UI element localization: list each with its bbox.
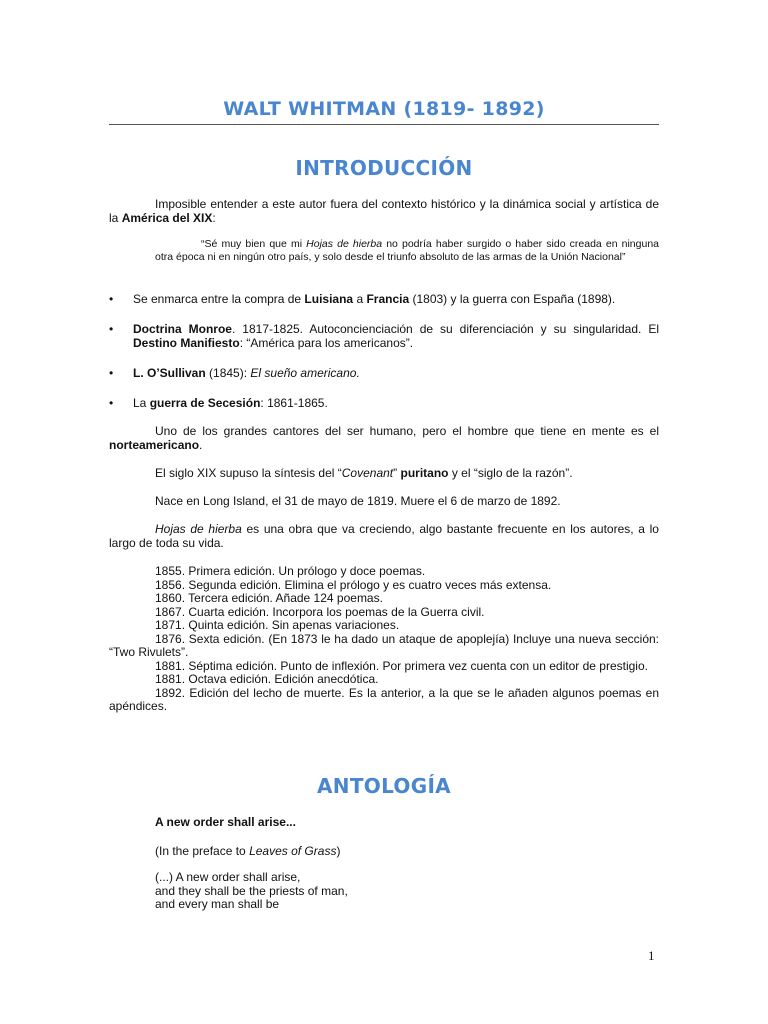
bullet-osullivan bbox=[109, 366, 659, 380]
poem-title bbox=[155, 815, 296, 829]
bullet-2-monroe: Doctrina Monroe bbox=[133, 322, 232, 336]
poem-lines bbox=[155, 871, 348, 912]
bullet-2-b: . 1817-1825. Autoconcienciación de su diferenciación y su singularidad. El bbox=[231, 322, 659, 336]
paragraph-nace: Nace en Long Island, el 31 de mayo de 1819. Muere el 6 de marzo de 1892. bbox=[155, 494, 561, 508]
edition-item: 1871. Quinta edición. Sin apenas variaciones. bbox=[155, 618, 400, 632]
bullet-3-b: (1845): bbox=[205, 366, 251, 380]
title-rule bbox=[109, 124, 659, 125]
bullet-luisiana bbox=[109, 292, 659, 306]
bullet-4-guerra: guerra de Secesión bbox=[149, 396, 261, 410]
poem-title-text: A new order shall arise... bbox=[155, 815, 296, 829]
edition-item: 1876. Sexta edición. (En 1873 le ha dado un ataque de apoplejía) Incluye una nueva sección: “Two Rivulets”. bbox=[109, 631, 659, 659]
edition-item: 1881. Séptima edición. Punto de inflexión. Por primera vez cuenta con un editor de prestigio. bbox=[155, 658, 648, 673]
bullet-text bbox=[133, 292, 659, 306]
bullet-monroe bbox=[109, 322, 659, 350]
bullet-3-sueno: El sueño americano. bbox=[250, 366, 360, 380]
edition-item: 1881. Octava edición. Edición anecdótica. bbox=[155, 672, 379, 686]
poem-line: and they shall be the priests of man, bbox=[155, 883, 348, 898]
anthology-heading: ANTOLOGÍA bbox=[317, 774, 451, 798]
intro-p1-end: : bbox=[212, 211, 216, 225]
intro-p1-text: Imposible entender a este autor fuera del contexto histórico y la dinámica social y artística de la bbox=[109, 197, 659, 225]
quote-open: “Sé muy bien que mi bbox=[201, 238, 307, 250]
p2-text: Uno de los grandes cantores del ser humano, pero el hombre que tiene en mente es el bbox=[155, 424, 659, 438]
bullet-dot: • bbox=[109, 292, 114, 306]
whitman-quote bbox=[155, 238, 659, 264]
bullet-text bbox=[133, 322, 659, 350]
intro-paragraph bbox=[109, 197, 659, 225]
p2-bold: norteamericano bbox=[109, 438, 200, 452]
paragraph-hojas bbox=[109, 522, 659, 550]
page-number: 1 bbox=[648, 948, 655, 963]
bullet-1-c: a bbox=[353, 292, 367, 306]
p2-end: . bbox=[199, 438, 203, 452]
bullet-dot: • bbox=[109, 366, 114, 380]
bullet-1-a: Se enmarca entre la compra de bbox=[133, 292, 305, 306]
intro-heading: INTRODUCCIÓN bbox=[295, 156, 473, 180]
bullet-1-e: (1803) y la guerra con España (1898). bbox=[409, 292, 616, 306]
bullet-secesion bbox=[109, 396, 659, 410]
quote-rest: no podría haber surgido o haber sido creada en ninguna otra época ni en ningún otro país, y solo desde el triunfo absoluto de las armas de la Unión Nacional” bbox=[155, 238, 660, 263]
editions-list bbox=[109, 565, 659, 714]
p3-e: y el “siglo de la razón”. bbox=[448, 466, 573, 480]
poem-line: (...) A new order shall arise, bbox=[155, 870, 301, 884]
poem-line: and every man shall be bbox=[155, 897, 280, 911]
quote-italic-title: Hojas de hierba bbox=[306, 238, 383, 250]
preface-a: (In the preface to bbox=[155, 844, 250, 858]
preface-c: ) bbox=[336, 844, 341, 858]
bullet-2-d: : “América para los americanos”. bbox=[239, 336, 414, 350]
edition-item: 1867. Cuarta edición. Incorpora los poemas de la Guerra civil. bbox=[155, 604, 485, 619]
p3-a: El siglo XIX supuso la síntesis del “ bbox=[155, 466, 342, 480]
bullet-3-osullivan: L. O’Sullivan bbox=[133, 366, 206, 380]
bullet-dot: • bbox=[109, 322, 114, 336]
edition-item: 1856. Segunda edición. Elimina el prólogo y es cuatro veces más extensa. bbox=[155, 577, 552, 592]
edition-item: 1892. Edición del lecho de muerte. Es la anterior, a la que se le añaden algunos poemas en apéndices. bbox=[109, 685, 659, 713]
bullet-text bbox=[133, 366, 659, 380]
document-title: WALT WHITMAN (1819- 1892) bbox=[223, 98, 545, 120]
preface-note bbox=[155, 844, 340, 858]
p5-text: es una obra que va creciendo, algo bastante frecuente en los autores, a lo largo de toda su vida. bbox=[109, 522, 659, 550]
paragraph-siglo bbox=[109, 466, 659, 480]
paragraph-cantor bbox=[109, 424, 659, 452]
bullet-2-destino: Destino Manifiesto bbox=[133, 336, 240, 350]
p5-italic-title: Hojas de hierba bbox=[155, 522, 242, 536]
p3-puritano: puritano bbox=[400, 466, 449, 480]
bullet-4-a: La bbox=[133, 396, 150, 410]
intro-p1-bold: América del XIX bbox=[121, 211, 213, 225]
bullet-1-francia: Francia bbox=[366, 292, 410, 306]
bullet-text bbox=[133, 396, 659, 410]
preface-italic: Leaves of Grass bbox=[249, 844, 337, 858]
edition-item: 1855. Primera edición. Un prólogo y doce poemas. bbox=[155, 564, 426, 578]
p3-covenant: Covenant bbox=[341, 466, 394, 480]
edition-item: 1860. Tercera edición. Añade 124 poemas. bbox=[155, 591, 383, 605]
bullet-1-luisiana: Luisiana bbox=[304, 292, 354, 306]
bullet-4-c: : 1861-1865. bbox=[260, 396, 328, 410]
p3-c: ” bbox=[393, 466, 401, 480]
bullet-dot: • bbox=[109, 396, 114, 410]
